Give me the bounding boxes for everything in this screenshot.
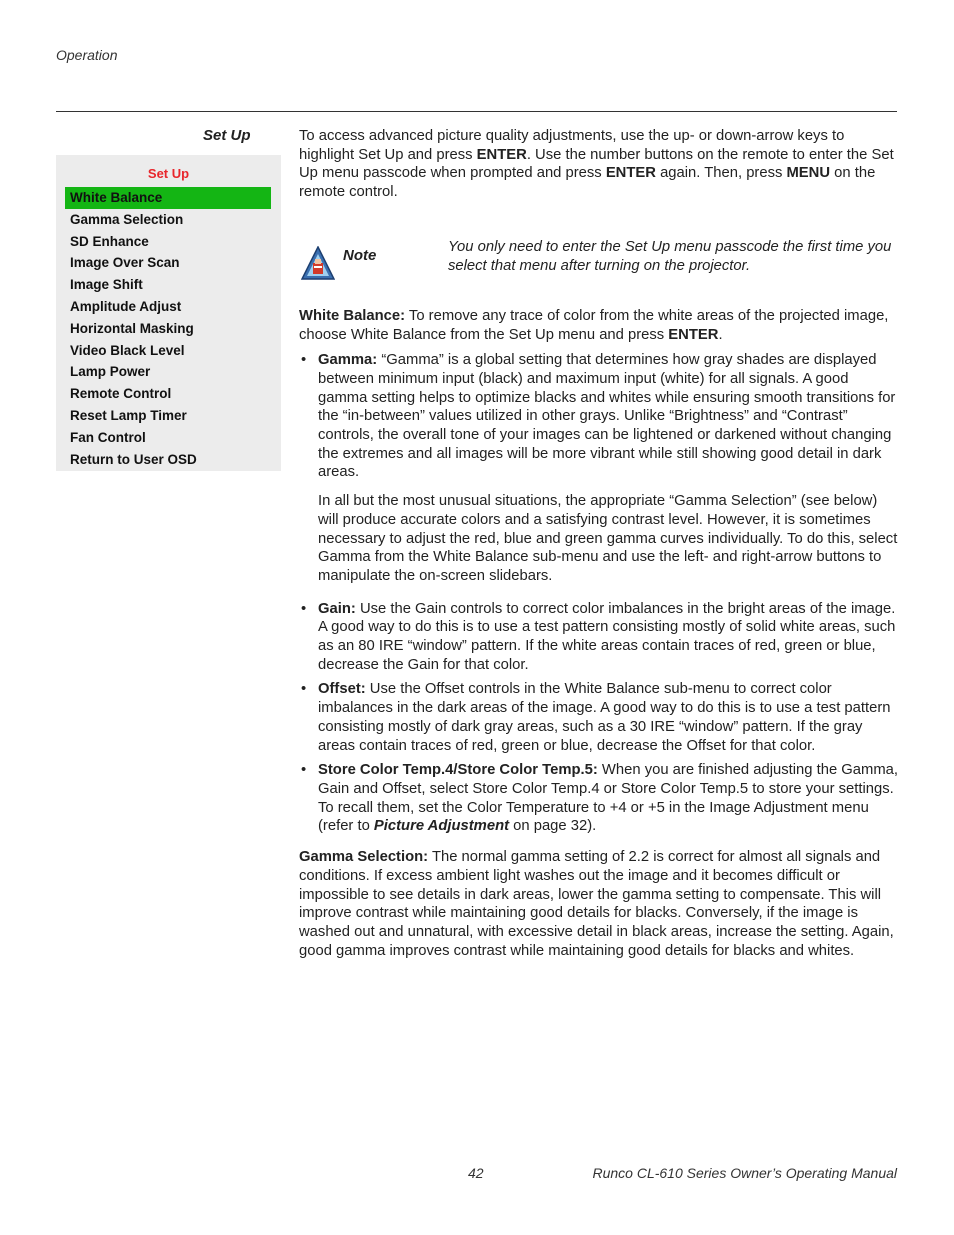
picture-adjustment-reference: Picture Adjustment [373,818,510,835]
white-balance-paragraph: White Balance: To remove any trace of color from the white areas of the projected image, choose White Balance from the Set Up menu and press ENTER. [299,307,889,343]
intro-paragraph: To access advanced picture quality adjustments, use the up- or down-arrow keys to highlight Set Up and press ENTER. Use the number buttons on the remote to enter the Set Up menu passcode when prompted and press ENTER again. Then, press MENU on the remote control. [299,128,894,201]
menu-item-image-over-scan: Image Over Scan [70,255,180,271]
white-balance-bullets [299,351,899,482]
note-text: You only need to enter the Set Up menu passcode the first time you select that menu after turning on the projector. [448,238,892,274]
menu-item-white-balance: White Balance [65,187,271,209]
menu-list [65,187,271,470]
bullet-gain: • Gain: Use the Gain controls to correct color imbalances in the bright areas of the image. A good way to do this is to use a test pattern consisting mostly of solid white areas, such as an 80 IRE “window” pattern. If the white areas contain traces of red, green or blue, decrease the Gain for that color. [299,600,899,675]
manual-title: Runco CL-610 Series Owner’s Operating Manual [592,1165,897,1181]
bullet-gamma: • Gamma: “Gamma” is a global setting that determines how gray shades are displayed between minimum input (black) and maximum input (white) for all signals. A good gamma setting helps to optimize blacks and whites while ensuring smooth transitions for the “in-between” values utilized in other grays. Unlike “Brightness” and “Contrast” controls, the overall tone of your images can be lightened or darkened without changing the extremes and all images will be more vibrant while still showing good detail in dark areas. [299,351,899,482]
menu-item-gamma-selection: Gamma Selection [70,211,184,227]
main-content [299,127,899,960]
menu-item-horizontal-masking: Horizontal Masking [70,320,194,336]
menu-item-video-black-level: Video Black Level [70,342,185,358]
menu-item-amplitude-adjust: Amplitude Adjust [70,298,182,314]
header-rule [56,111,897,112]
menu-item-sd-enhance: SD Enhance [70,233,149,249]
menu-item-remote-control: Remote Control [70,386,172,402]
note-warning-icon [301,246,335,278]
page-number: 42 [468,1165,484,1181]
note-label: Note [343,246,377,264]
setup-menu-panel [56,155,281,471]
gamma-followup-paragraph: In all but the most unusual situations, the appropriate “Gamma Selection” (see below) will produce accurate colors and a satisfying contrast level. However, it is sometimes necessary to adjust the red, blue and green gamma curves individually. To do this, select Gamma from the White Balance sub-menu and use the left- and right-arrow buttons to manipulate the on-screen slidebars. [318,493,898,584]
bullet-store-color-temp: • Store Color Temp.4/Store Color Temp.5: When you are finished adjusting the Gamma, Gain and Offset, select Store Color Temp.4 or Store Color Temp.5 to store your settings. To recall them, set the Color Temperature to +4 or +5 in the Image Adjustment menu (refer to Picture Adjustment on page 32). [299,761,899,836]
menu-item-fan-control: Fan Control [70,429,146,445]
menu-item-reset-lamp-timer: Reset Lamp Timer [70,407,187,423]
white-balance-bullets-continued [299,600,899,836]
menu-title: Set Up [147,166,190,181]
bullet-offset: • Offset: Use the Offset controls in the White Balance sub-menu to correct color imbalances in the dark areas of the image. A good way to do this is to use a test pattern consisting mostly of dark gray areas, such as a 30 IRE “window” pattern. If the gray areas contain traces of red, green or blue, decrease the Offset for that color. [299,680,899,755]
note-callout [299,229,899,307]
gamma-selection-paragraph: Gamma Selection: The normal gamma setting of 2.2 is correct for almost all signals and conditions. If excess ambient light washes out the image and it becomes difficult or impossible to see details in dark areas, lower the gamma setting to compensate. This will improve contrast while maintaining good details for blacks. Conversely, if the image is washed out and unnatural, with excessive detail in black areas, increase the setting. Again, good gamma improves contrast while maintaining good details for blacks and whites. [299,849,894,959]
running-header: Operation [56,47,118,63]
menu-item-return-to-user-osd: Return to User OSD [70,451,197,467]
menu-item-image-shift: Image Shift [70,277,143,293]
menu-item-lamp-power: Lamp Power [70,364,151,380]
section-title: Set Up [203,127,251,144]
